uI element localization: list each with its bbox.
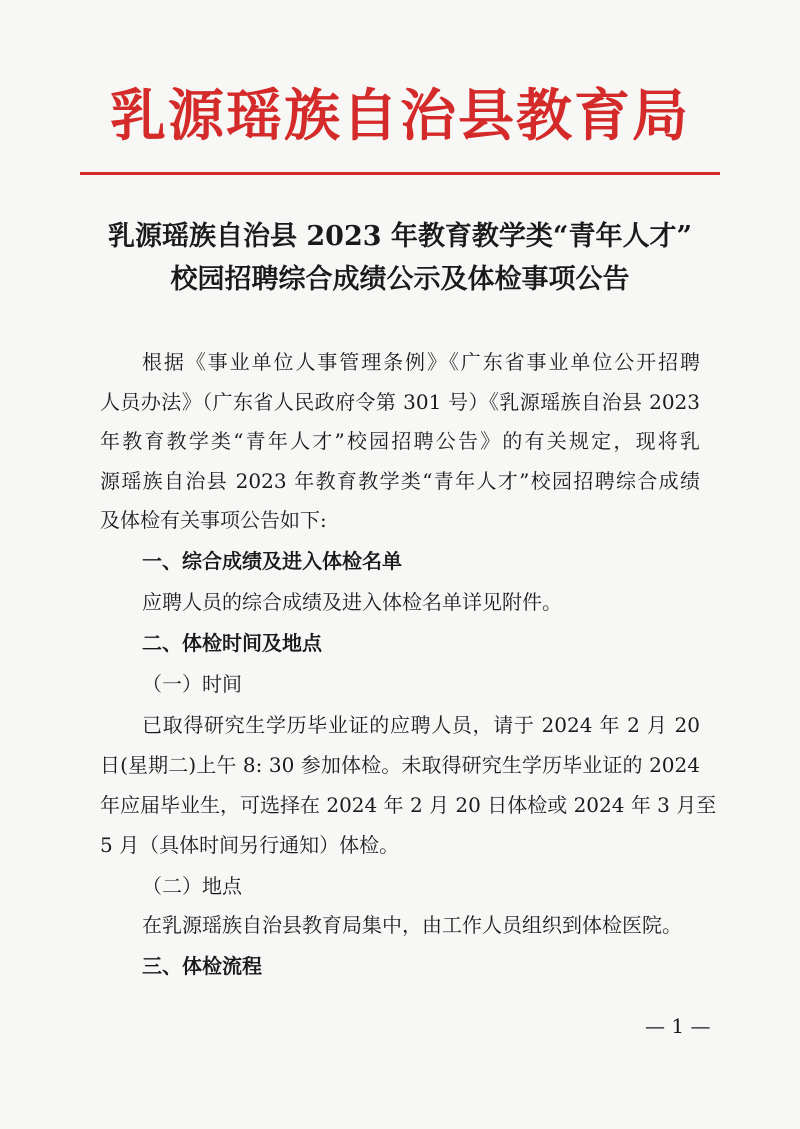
document-title-line-1: 乳源瑶族自治县 2023 年教育教学类“青年人才”	[107, 221, 692, 252]
place-subheading: （二）地点	[142, 874, 242, 898]
intro-line-3: 年教育教学类“青年人才”校园招聘公告》的有关规定，现将乳	[100, 429, 700, 453]
time-text-line-3: 年应届毕业生，可选择在 2024 年 2 月 20 日体检或 2024 年 3 月至	[100, 793, 717, 817]
time-subheading: （一）时间	[142, 672, 242, 696]
letterhead-title: 乳源瑶族自治县教育局	[110, 83, 690, 149]
page-number: — 1 —	[645, 1014, 711, 1038]
intro-line-4: 源瑶族自治县 2023 年教育教学类“青年人才”校园招聘综合成绩	[100, 469, 700, 493]
intro-line-5: 及体检有关事项公告如下:	[100, 508, 327, 532]
intro-line-2: 人员办法》（广东省人民政府令第 301 号）《乳源瑶族自治县 2023	[100, 390, 700, 414]
section-1-text: 应聘人员的综合成绩及进入体检名单详见附件。	[142, 590, 562, 614]
document-title-line-2: 校园招聘综合成绩公示及体检事项公告	[170, 264, 630, 295]
time-text-line-2: 日(星期二)上午 8: 30 参加体检。未取得研究生学历毕业证的 2024	[100, 753, 700, 777]
time-text-line-4: 5 月（具体时间另行通知）体检。	[100, 833, 400, 857]
section-3-heading: 三、体检流程	[142, 954, 262, 978]
intro-line-1: 根据《事业单位人事管理条例》《广东省事业单位公开招聘	[142, 350, 700, 374]
section-1-heading: 一、综合成绩及进入体检名单	[142, 549, 402, 573]
place-text: 在乳源瑶族自治县教育局集中，由工作人员组织到体检医院。	[142, 913, 682, 937]
section-2-heading: 二、体检时间及地点	[142, 631, 322, 655]
time-text-line-1: 已取得研究生学历毕业证的应聘人员，请于 2024 年 2 月 20	[142, 713, 700, 737]
red-divider	[80, 172, 720, 175]
